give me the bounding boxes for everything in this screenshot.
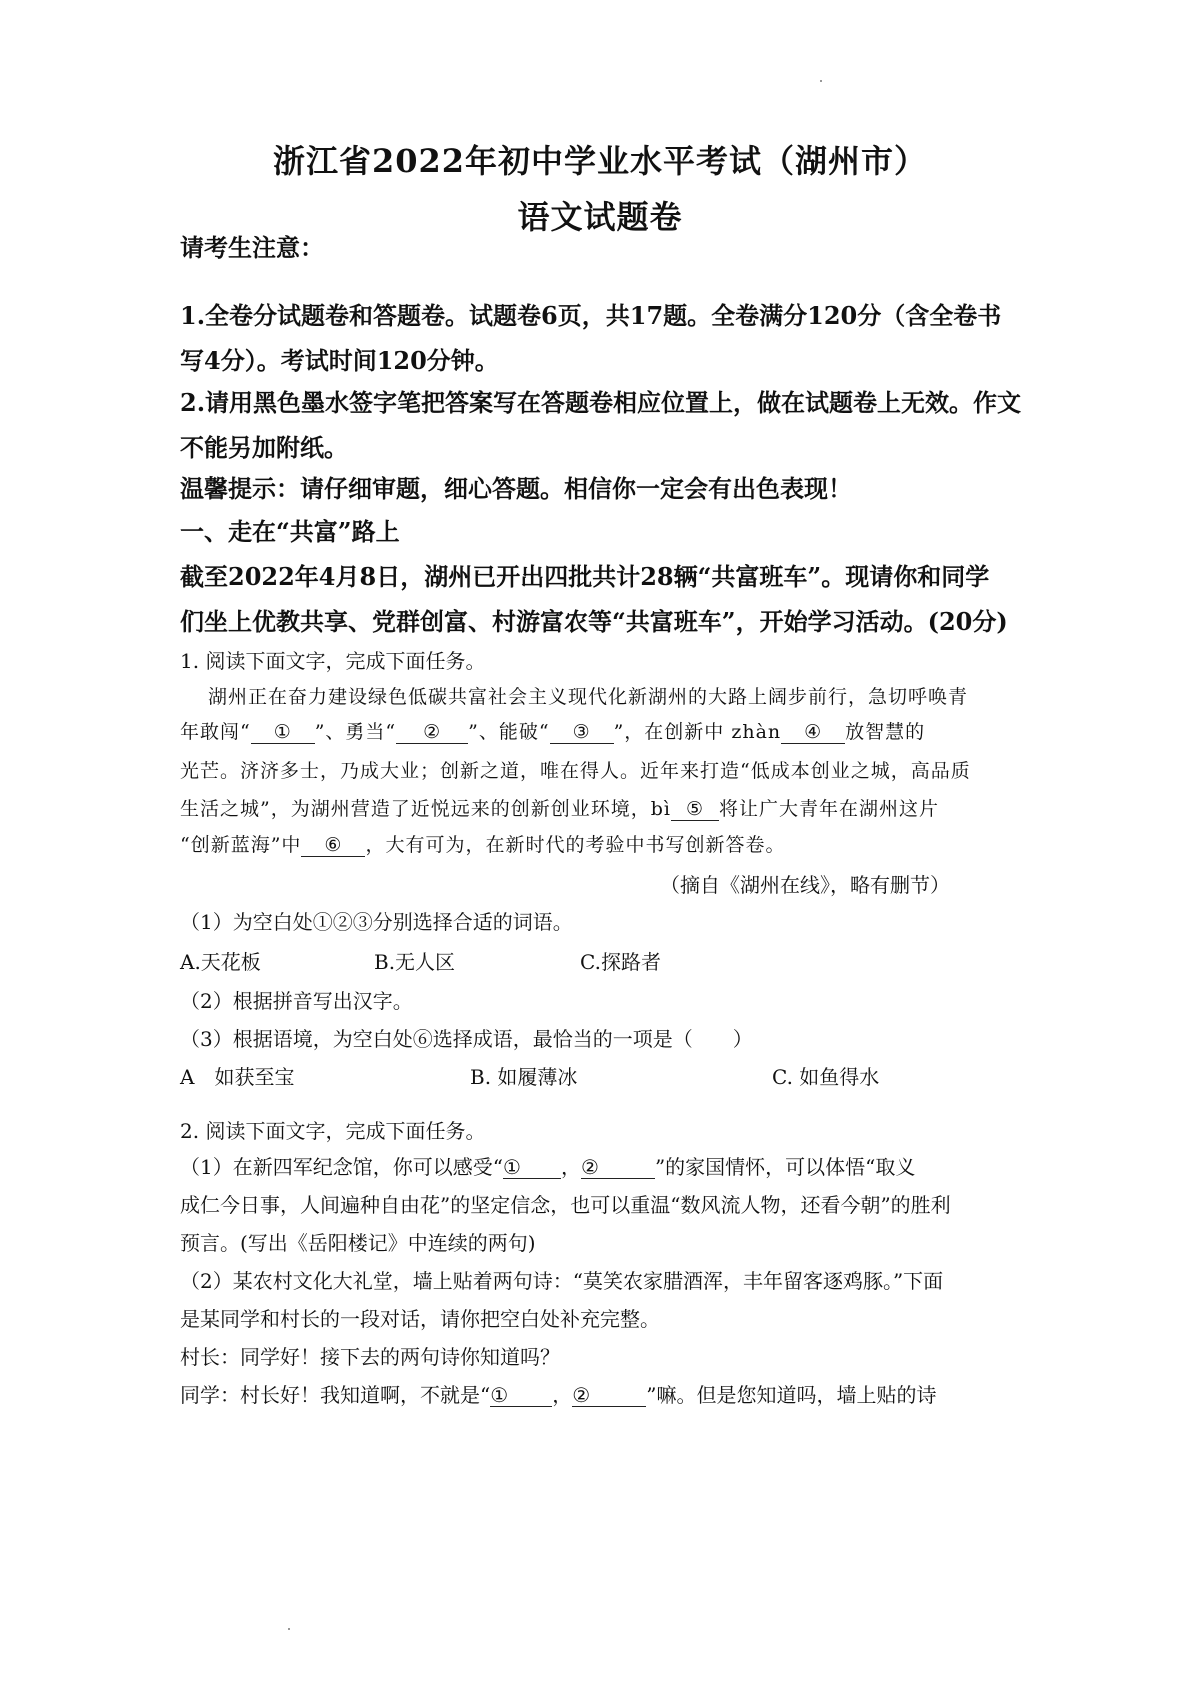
warm-tip: 温馨提示：请仔细审题，细心答题。相信你一定会有出色表现！: [180, 474, 852, 503]
blank-3[interactable]: ③: [550, 723, 614, 744]
poem-blank-1[interactable]: ①: [503, 1157, 561, 1179]
exam-title: 浙江省2022年初中学业水平考试（湖州市）: [272, 142, 928, 180]
passage-line-1: 湖州正在奋力建设绿色低碳共富社会主义现代化新湖州的大路上阔步前行，急切呼唤青: [208, 686, 969, 708]
question-1-sub-3: （3）根据语境，为空白处⑥选择成语，最恰当的一项是（ ）: [180, 1027, 753, 1051]
notice-item-1-line-1: 1.全卷分试题卷和答题卷。试题卷6页，共17题。全卷满分120分（含全卷书: [180, 301, 1002, 330]
section-1-intro-line-1: 截至2022年4月8日，湖州已开出四批共计28辆“共富班车”。现请你和同学: [180, 562, 990, 591]
passage-line-3: 光芒。济济多士，乃成大业；创新之道，唯在得人。近年来打造“低成本创业之城，高品质: [180, 760, 971, 782]
question-1-sub-2: （2）根据拼音写出汉字。: [180, 989, 413, 1013]
question-2-sub-2-line-1: （2）某农村文化大礼堂，墙上贴着两句诗：“莫笑农家腊酒浑，丰年留客逐鸡豚。”下面: [180, 1269, 944, 1293]
dialogue-student: 同学：村长好！我知道啊，不就是“① ，② ”嘛。但是您知道吗，墙上贴的诗: [180, 1383, 937, 1407]
blank-4[interactable]: ④: [781, 723, 845, 744]
blank-6[interactable]: ⑥: [301, 836, 365, 857]
question-2-sub-1-line-2: 成仁今日事，人间遍种自由花”的坚定信念，也可以重温“数风流人物，还看今朝”的胜利: [180, 1193, 951, 1217]
notice-item-2-line-2: 不能另加附纸。: [180, 433, 348, 462]
section-1-intro-line-2: 们坐上优教共享、党群创富、村游富农等“共富班车”，开始学习活动。(20分): [180, 607, 1008, 636]
passage-source: （摘自《湖州在线》，略有删节）: [660, 873, 950, 897]
question-2-sub-1-line-3: 预言。(写出《岳阳楼记》中连续的两句): [180, 1231, 536, 1255]
dialogue-village-head: 村长：同学好！接下去的两句诗你知道吗？: [180, 1345, 560, 1369]
idiom-option-a[interactable]: A 如获至宝: [180, 1065, 295, 1089]
passage-line-4: 生活之城”，为湖州营造了近悦远来的创新创业环境，bì ⑤ 将让广大青年在湖州这片: [180, 798, 939, 820]
notice-heading: 请考生注意：: [180, 233, 324, 262]
scan-speck: [288, 1628, 290, 1630]
question-1-stem: 1. 阅读下面文字，完成下面任务。: [180, 649, 486, 673]
poem-blank-2[interactable]: ②: [581, 1157, 655, 1179]
question-2-sub-2-line-2: 是某同学和村长的一段对话，请你把空白处补充完整。: [180, 1307, 660, 1331]
question-1-sub-1: （1）为空白处①②③分别选择合适的词语。: [180, 910, 573, 934]
notice-item-1-line-2: 写4分）。考试时间120分钟。: [180, 346, 499, 375]
blank-2[interactable]: ②: [396, 723, 468, 744]
blank-1[interactable]: ①: [251, 723, 315, 744]
blank-5[interactable]: ⑤: [671, 800, 719, 821]
option-b[interactable]: B.无人区: [374, 950, 456, 974]
option-a[interactable]: A.天花板: [180, 950, 261, 974]
passage-line-2: 年敢闯“ ① ”、勇当“ ② ”、能破“ ③ ”，在创新中 zhàn ④ 放智慧的: [180, 721, 926, 743]
passage-line-5: “创新蓝海”中 ⑥ ，大有可为，在新时代的考验中书写创新答卷。: [180, 834, 786, 856]
idiom-option-c[interactable]: C. 如鱼得水: [772, 1065, 880, 1089]
scan-speck: [820, 80, 822, 82]
notice-item-2-line-1: 2.请用黑色墨水签字笔把答案写在答题卷相应位置上，做在试题卷上无效。作文: [180, 388, 1022, 417]
dialogue-blank-1[interactable]: ①: [490, 1385, 552, 1407]
exam-subtitle: 语文试题卷: [517, 198, 683, 236]
idiom-option-b[interactable]: B. 如履薄冰: [470, 1065, 578, 1089]
option-c[interactable]: C.探路者: [580, 950, 661, 974]
question-2-sub-1-line-1: （1）在新四军纪念馆，你可以感受“① ，② ”的家国情怀，可以体悟“取义: [180, 1155, 916, 1179]
section-1-heading: 一、走在“共富”路上: [180, 517, 400, 546]
question-2-stem: 2. 阅读下面文字，完成下面任务。: [180, 1119, 486, 1143]
dialogue-blank-2[interactable]: ②: [572, 1385, 646, 1407]
